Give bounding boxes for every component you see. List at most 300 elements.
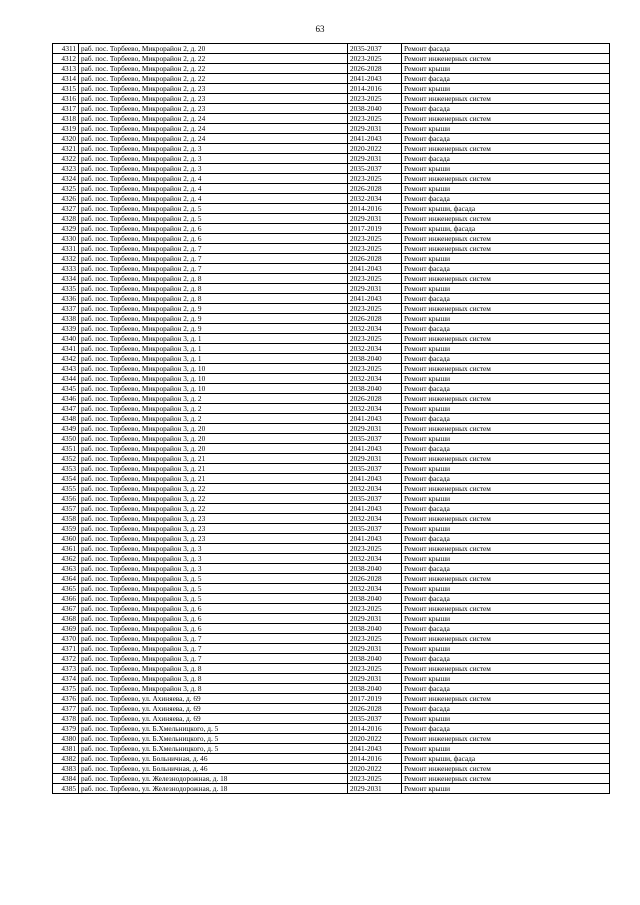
work-type-cell: Ремонт инженерных систем [402,484,610,494]
address-cell: раб. пос. Торбеево, Микрорайон 3, д. 10 [79,374,348,384]
row-number-cell: 4322 [53,154,79,164]
work-type-cell: Ремонт крыши [402,614,610,624]
row-number-cell: 4379 [53,724,79,734]
period-cell: 2032-2034 [348,584,402,594]
period-cell: 2029-2031 [348,284,402,294]
work-type-cell: Ремонт инженерных систем [402,304,610,314]
work-type-cell: Ремонт крыши [402,284,610,294]
row-number-cell: 4328 [53,214,79,224]
row-number-cell: 4364 [53,574,79,584]
work-type-cell: Ремонт инженерных систем [402,174,610,184]
table-row [53,334,610,344]
address-cell: раб. пос. Торбеево, Микрорайон 2, д. 23 [79,94,348,104]
table-row [53,354,610,364]
work-type-cell: Ремонт инженерных систем [402,514,610,524]
table-row [53,204,610,214]
period-cell: 2032-2034 [348,484,402,494]
work-type-cell: Ремонт крыши, фасада [402,204,610,214]
table-row [53,104,610,114]
row-number-cell: 4348 [53,414,79,424]
table-row [53,134,610,144]
row-number-cell: 4330 [53,234,79,244]
period-cell: 2032-2034 [348,374,402,384]
period-cell: 2020-2022 [348,144,402,154]
period-cell: 2035-2037 [348,164,402,174]
work-type-cell: Ремонт инженерных систем [402,774,610,784]
address-cell: раб. пос. Торбеево, Микрорайон 2, д. 22 [79,64,348,74]
period-cell: 2038-2040 [348,384,402,394]
table-row [53,534,610,544]
table-row [53,684,610,694]
work-type-cell: Ремонт крыши [402,84,610,94]
address-cell: раб. пос. Торбеево, Микрорайон 2, д. 4 [79,174,348,184]
address-cell: раб. пос. Торбеево, Микрорайон 3, д. 22 [79,484,348,494]
row-number-cell: 4311 [53,44,79,54]
row-number-cell: 4340 [53,334,79,344]
table-row [53,124,610,134]
address-cell: раб. пос. Торбеево, Микрорайон 3, д. 1 [79,344,348,354]
work-type-cell: Ремонт инженерных систем [402,394,610,404]
address-cell: раб. пос. Торбеево, Микрорайон 2, д. 3 [79,154,348,164]
table-row [53,314,610,324]
table-row [53,434,610,444]
table-row [53,744,610,754]
period-cell: 2026-2028 [348,394,402,404]
work-type-cell: Ремонт фасада [402,594,610,604]
work-type-cell: Ремонт инженерных систем [402,634,610,644]
address-cell: раб. пос. Торбеево, ул. Ахиняева, д. 69 [79,694,348,704]
work-type-cell: Ремонт крыши [402,494,610,504]
row-number-cell: 4324 [53,174,79,184]
table-row [53,544,610,554]
period-cell: 2029-2031 [348,614,402,624]
work-type-cell: Ремонт фасада [402,504,610,514]
work-type-cell: Ремонт крыши [402,714,610,724]
period-cell: 2014-2016 [348,754,402,764]
period-cell: 2023-2025 [348,114,402,124]
table-row [53,324,610,334]
address-cell: раб. пос. Торбеево, Микрорайон 3, д. 3 [79,554,348,564]
address-cell: раб. пос. Торбеево, Микрорайон 3, д. 3 [79,564,348,574]
address-cell: раб. пос. Торбеево, Микрорайон 3, д. 10 [79,364,348,374]
address-cell: раб. пос. Торбеево, ул. Ахиняева, д. 69 [79,704,348,714]
address-cell: раб. пос. Торбеево, Микрорайон 2, д. 6 [79,234,348,244]
repair-schedule-table [52,43,610,794]
period-cell: 2029-2031 [348,784,402,794]
period-cell: 2026-2028 [348,704,402,714]
row-number-cell: 4342 [53,354,79,364]
row-number-cell: 4350 [53,434,79,444]
address-cell: раб. пос. Торбеево, Микрорайон 2, д. 22 [79,54,348,64]
row-number-cell: 4382 [53,754,79,764]
table-row [53,784,610,794]
period-cell: 2014-2016 [348,84,402,94]
address-cell: раб. пос. Торбеево, Микрорайон 3, д. 20 [79,434,348,444]
period-cell: 2032-2034 [348,554,402,564]
table-row [53,584,610,594]
row-number-cell: 4378 [53,714,79,724]
address-cell: раб. пос. Торбеево, ул. Больничная, д. 46 [79,754,348,764]
period-cell: 2032-2034 [348,324,402,334]
work-type-cell: Ремонт фасада [402,684,610,694]
period-cell: 2041-2043 [348,474,402,484]
row-number-cell: 4315 [53,84,79,94]
row-number-cell: 4374 [53,674,79,684]
work-type-cell: Ремонт крыши [402,314,610,324]
table-row [53,754,610,764]
period-cell: 2032-2034 [348,514,402,524]
address-cell: раб. пос. Торбеево, Микрорайон 3, д. 23 [79,514,348,524]
period-cell: 2029-2031 [348,154,402,164]
work-type-cell: Ремонт инженерных систем [402,334,610,344]
row-number-cell: 4357 [53,504,79,514]
period-cell: 2023-2025 [348,234,402,244]
period-cell: 2029-2031 [348,454,402,464]
address-cell: раб. пос. Торбеево, ул. Б.Хмельницкого, д. 5 [79,734,348,744]
address-cell: раб. пос. Торбеево, Микрорайон 2, д. 7 [79,244,348,254]
address-cell: раб. пос. Торбеево, Микрорайон 3, д. 22 [79,504,348,514]
table-row [53,504,610,514]
period-cell: 2023-2025 [348,634,402,644]
address-cell: раб. пос. Торбеево, ул. Железнодорожная, д. 18 [79,774,348,784]
row-number-cell: 4339 [53,324,79,334]
table-row [53,574,610,584]
work-type-cell: Ремонт инженерных систем [402,454,610,464]
address-cell: раб. пос. Торбеево, Микрорайон 2, д. 4 [79,184,348,194]
row-number-cell: 4362 [53,554,79,564]
address-cell: раб. пос. Торбеево, Микрорайон 3, д. 5 [79,594,348,604]
address-cell: раб. пос. Торбеево, Микрорайон 3, д. 1 [79,334,348,344]
period-cell: 2041-2043 [348,134,402,144]
work-type-cell: Ремонт инженерных систем [402,574,610,584]
work-type-cell: Ремонт крыши, фасада [402,754,610,764]
work-type-cell: Ремонт инженерных систем [402,694,610,704]
row-number-cell: 4333 [53,264,79,274]
period-cell: 2041-2043 [348,744,402,754]
table-row [53,604,610,614]
row-number-cell: 4325 [53,184,79,194]
address-cell: раб. пос. Торбеево, ул. Больничная, д. 46 [79,764,348,774]
address-cell: раб. пос. Торбеево, Микрорайон 2, д. 23 [79,104,348,114]
row-number-cell: 4338 [53,314,79,324]
work-type-cell: Ремонт инженерных систем [402,734,610,744]
address-cell: раб. пос. Торбеево, Микрорайон 2, д. 7 [79,254,348,264]
address-cell: раб. пос. Торбеево, Микрорайон 3, д. 7 [79,634,348,644]
period-cell: 2029-2031 [348,674,402,684]
row-number-cell: 4384 [53,774,79,784]
work-type-cell: Ремонт фасада [402,44,610,54]
period-cell: 2041-2043 [348,74,402,84]
table-row [53,264,610,274]
address-cell: раб. пос. Торбеево, Микрорайон 2, д. 23 [79,84,348,94]
work-type-cell: Ремонт крыши [402,644,610,654]
address-cell: раб. пос. Торбеево, Микрорайон 2, д. 7 [79,264,348,274]
period-cell: 2023-2025 [348,774,402,784]
row-number-cell: 4380 [53,734,79,744]
work-type-cell: Ремонт фасада [402,384,610,394]
row-number-cell: 4326 [53,194,79,204]
row-number-cell: 4358 [53,514,79,524]
address-cell: раб. пос. Торбеево, Микрорайон 3, д. 20 [79,444,348,454]
row-number-cell: 4376 [53,694,79,704]
address-cell: раб. пос. Торбеево, Микрорайон 2, д. 6 [79,224,348,234]
address-cell: раб. пос. Торбеево, Микрорайон 2, д. 9 [79,324,348,334]
table-row [53,214,610,224]
row-number-cell: 4335 [53,284,79,294]
row-number-cell: 4370 [53,634,79,644]
work-type-cell: Ремонт фасада [402,154,610,164]
address-cell: раб. пос. Торбеево, ул. Железнодорожная, д. 18 [79,784,348,794]
period-cell: 2041-2043 [348,294,402,304]
period-cell: 2026-2028 [348,314,402,324]
work-type-cell: Ремонт инженерных систем [402,144,610,154]
table-row [53,524,610,534]
page-number: 63 [315,24,325,34]
work-type-cell: Ремонт крыши [402,164,610,174]
table-row [53,274,610,284]
table-body [53,44,610,794]
table-row [53,394,610,404]
address-cell: раб. пос. Торбеево, Микрорайон 2, д. 8 [79,294,348,304]
work-type-cell: Ремонт фасада [402,264,610,274]
address-cell: раб. пос. Торбеево, Микрорайон 2, д. 5 [79,204,348,214]
table-row [53,674,610,684]
work-type-cell: Ремонт фасада [402,74,610,84]
row-number-cell: 4336 [53,294,79,304]
period-cell: 2029-2031 [348,644,402,654]
work-type-cell: Ремонт крыши [402,784,610,794]
period-cell: 2041-2043 [348,264,402,274]
work-type-cell: Ремонт фасада [402,474,610,484]
row-number-cell: 4373 [53,664,79,674]
row-number-cell: 4337 [53,304,79,314]
table-row [53,704,610,714]
period-cell: 2029-2031 [348,124,402,134]
work-type-cell: Ремонт фасада [402,704,610,714]
row-number-cell: 4383 [53,764,79,774]
address-cell: раб. пос. Торбеево, Микрорайон 3, д. 2 [79,414,348,424]
period-cell: 2023-2025 [348,604,402,614]
row-number-cell: 4354 [53,474,79,484]
period-cell: 2038-2040 [348,564,402,574]
row-number-cell: 4385 [53,784,79,794]
address-cell: раб. пос. Торбеево, ул. Ахиняева, д. 69 [79,714,348,724]
table-row [53,554,610,564]
work-type-cell: Ремонт крыши [402,374,610,384]
table-row [53,464,610,474]
row-number-cell: 4381 [53,744,79,754]
row-number-cell: 4346 [53,394,79,404]
address-cell: раб. пос. Торбеево, Микрорайон 2, д. 8 [79,274,348,284]
address-cell: раб. пос. Торбеево, Микрорайон 3, д. 8 [79,664,348,674]
row-number-cell: 4347 [53,404,79,414]
period-cell: 2023-2025 [348,544,402,554]
table-row [53,444,610,454]
row-number-cell: 4312 [53,54,79,64]
address-cell: раб. пос. Торбеево, Микрорайон 3, д. 5 [79,574,348,584]
address-cell: раб. пос. Торбеево, Микрорайон 3, д. 21 [79,454,348,464]
table-row [53,694,610,704]
period-cell: 2023-2025 [348,244,402,254]
table-row [53,94,610,104]
work-type-cell: Ремонт инженерных систем [402,764,610,774]
address-cell: раб. пос. Торбеево, Микрорайон 2, д. 24 [79,134,348,144]
work-type-cell: Ремонт фасада [402,354,610,364]
table-row [53,164,610,174]
address-cell: раб. пос. Торбеево, Микрорайон 3, д. 7 [79,644,348,654]
address-cell: раб. пос. Торбеево, ул. Б.Хмельницкого, д. 5 [79,724,348,734]
work-type-cell: Ремонт инженерных систем [402,424,610,434]
row-number-cell: 4334 [53,274,79,284]
row-number-cell: 4323 [53,164,79,174]
row-number-cell: 4318 [53,114,79,124]
work-type-cell: Ремонт крыши [402,64,610,74]
work-type-cell: Ремонт инженерных систем [402,544,610,554]
period-cell: 2035-2037 [348,44,402,54]
table-row [53,414,610,424]
address-cell: раб. пос. Торбеево, Микрорайон 3, д. 23 [79,524,348,534]
row-number-cell: 4329 [53,224,79,234]
work-type-cell: Ремонт крыши [402,554,610,564]
table-row [53,564,610,574]
work-type-cell: Ремонт фасада [402,194,610,204]
row-number-cell: 4343 [53,364,79,374]
table-row [53,174,610,184]
table-row [53,344,610,354]
row-number-cell: 4352 [53,454,79,464]
work-type-cell: Ремонт фасада [402,414,610,424]
table-row [53,624,610,634]
work-type-cell: Ремонт фасада [402,564,610,574]
row-number-cell: 4320 [53,134,79,144]
row-number-cell: 4327 [53,204,79,214]
table-row [53,724,610,734]
period-cell: 2026-2028 [348,184,402,194]
work-type-cell: Ремонт фасада [402,724,610,734]
row-number-cell: 4365 [53,584,79,594]
table-row [53,494,610,504]
period-cell: 2035-2037 [348,714,402,724]
period-cell: 2026-2028 [348,254,402,264]
table-row [53,614,610,624]
table-row [53,284,610,294]
work-type-cell: Ремонт инженерных систем [402,244,610,254]
address-cell: раб. пос. Торбеево, Микрорайон 3, д. 22 [79,494,348,504]
work-type-cell: Ремонт крыши [402,344,610,354]
work-type-cell: Ремонт крыши [402,404,610,414]
address-cell: раб. пос. Торбеево, Микрорайон 2, д. 8 [79,284,348,294]
period-cell: 2035-2037 [348,494,402,504]
period-cell: 2032-2034 [348,344,402,354]
period-cell: 2023-2025 [348,94,402,104]
address-cell: раб. пос. Торбеево, Микрорайон 3, д. 21 [79,464,348,474]
table-row [53,154,610,164]
table-row [53,734,610,744]
period-cell: 2035-2037 [348,464,402,474]
work-type-cell: Ремонт фасада [402,534,610,544]
period-cell: 2032-2034 [348,404,402,414]
row-number-cell: 4353 [53,464,79,474]
row-number-cell: 4366 [53,594,79,604]
work-type-cell: Ремонт крыши [402,124,610,134]
table-row [53,294,610,304]
work-type-cell: Ремонт крыши [402,464,610,474]
row-number-cell: 4351 [53,444,79,454]
row-number-cell: 4367 [53,604,79,614]
row-number-cell: 4341 [53,344,79,354]
period-cell: 2041-2043 [348,414,402,424]
period-cell: 2017-2019 [348,224,402,234]
period-cell: 2038-2040 [348,594,402,604]
table-row [53,234,610,244]
table-row [53,714,610,724]
table-row [53,244,610,254]
row-number-cell: 4361 [53,544,79,554]
table-row [53,594,610,604]
period-cell: 2020-2022 [348,764,402,774]
work-type-cell: Ремонт крыши [402,184,610,194]
address-cell: раб. пос. Торбеево, Микрорайон 2, д. 22 [79,74,348,84]
address-cell: раб. пос. Торбеево, Микрорайон 3, д. 8 [79,684,348,694]
address-cell: раб. пос. Торбеево, Микрорайон 2, д. 24 [79,114,348,124]
work-type-cell: Ремонт крыши [402,524,610,534]
period-cell: 2017-2019 [348,694,402,704]
work-type-cell: Ремонт фасада [402,624,610,634]
period-cell: 2029-2031 [348,214,402,224]
table-row [53,484,610,494]
row-number-cell: 4313 [53,64,79,74]
period-cell: 2023-2025 [348,174,402,184]
work-type-cell: Ремонт фасада [402,294,610,304]
period-cell: 2023-2025 [348,304,402,314]
address-cell: раб. пос. Торбеево, Микрорайон 3, д. 5 [79,584,348,594]
table-row [53,774,610,784]
row-number-cell: 4377 [53,704,79,714]
address-cell: раб. пос. Торбеево, Микрорайон 3, д. 8 [79,674,348,684]
row-number-cell: 4316 [53,94,79,104]
address-cell: раб. пос. Торбеево, Микрорайон 3, д. 23 [79,534,348,544]
address-cell: раб. пос. Торбеево, Микрорайон 3, д. 20 [79,424,348,434]
work-type-cell: Ремонт крыши [402,434,610,444]
work-type-cell: Ремонт инженерных систем [402,604,610,614]
period-cell: 2026-2028 [348,64,402,74]
table-row [53,634,610,644]
row-number-cell: 4371 [53,644,79,654]
period-cell: 2035-2037 [348,434,402,444]
period-cell: 2041-2043 [348,534,402,544]
period-cell: 2041-2043 [348,504,402,514]
table-row [53,254,610,264]
address-cell: раб. пос. Торбеево, Микрорайон 3, д. 2 [79,404,348,414]
period-cell: 2035-2037 [348,524,402,534]
row-number-cell: 4363 [53,564,79,574]
table-row [53,224,610,234]
address-cell: раб. пос. Торбеево, Микрорайон 2, д. 20 [79,44,348,54]
period-cell: 2029-2031 [348,424,402,434]
period-cell: 2014-2016 [348,204,402,214]
address-cell: раб. пос. Торбеево, Микрорайон 2, д. 5 [79,214,348,224]
work-type-cell: Ремонт фасада [402,134,610,144]
table-row [53,54,610,64]
table-row [53,114,610,124]
period-cell: 2020-2022 [348,734,402,744]
table-row [53,514,610,524]
address-cell: раб. пос. Торбеево, Микрорайон 3, д. 2 [79,394,348,404]
table-row [53,84,610,94]
address-cell: раб. пос. Торбеево, Микрорайон 3, д. 6 [79,624,348,634]
table-row [53,404,610,414]
row-number-cell: 4321 [53,144,79,154]
